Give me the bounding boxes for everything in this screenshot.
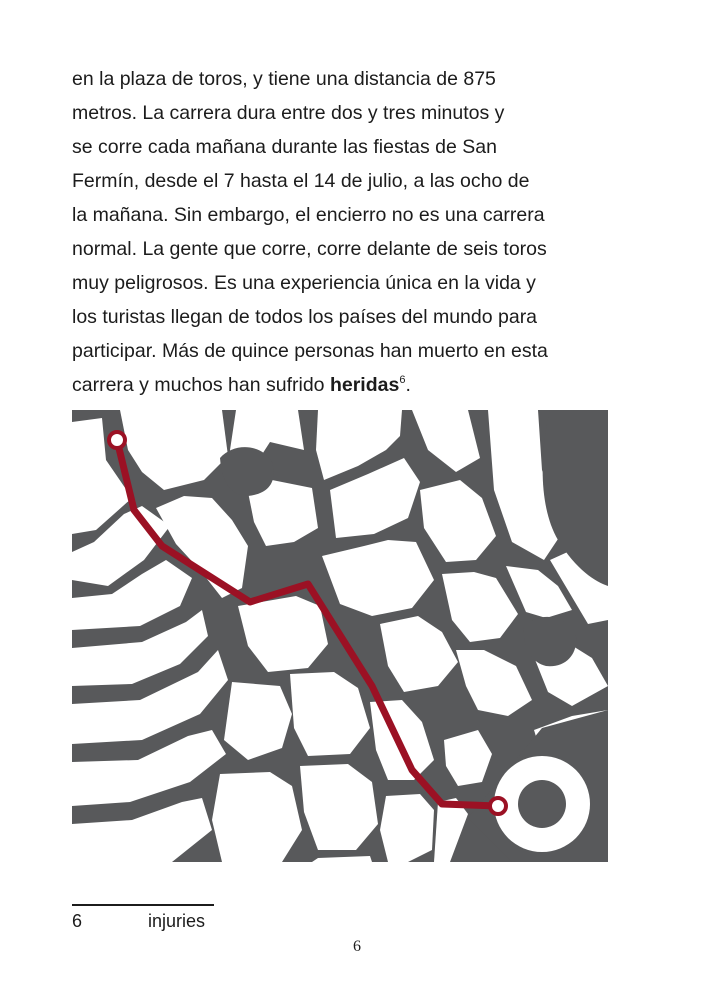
route-start-marker <box>109 432 125 448</box>
route-end-marker <box>490 798 506 814</box>
encierro-route-map <box>72 410 608 862</box>
city-block <box>380 794 434 862</box>
page-number: 6 <box>353 938 361 955</box>
text-line: muy peligrosos. Es una experiencia única en la vida y <box>72 272 536 294</box>
text-line: en la plaza de toros, y tiene una distancia de 875 <box>72 68 496 90</box>
footnote-number: 6 <box>72 911 83 931</box>
text-line: Fermín, desde el 7 hasta el 14 de julio, a las ocho de <box>72 170 530 192</box>
footnote-divider <box>72 904 214 906</box>
bullring-inner <box>518 780 566 828</box>
text-line: la mañana. Sin embargo, el encierro no es una carrera <box>72 204 545 226</box>
body-paragraph <box>72 62 632 402</box>
text-line: metros. La carrera dura entre dos y tres minutos y <box>72 102 505 124</box>
text-line-last <box>72 368 632 402</box>
glossary-word: heridas <box>329 374 400 396</box>
map-svg <box>72 410 608 862</box>
text-line: normal. La gente que corre, corre delante de seis toros <box>72 238 547 260</box>
text-line: participar. Más de quince personas han muerto en esta <box>72 340 548 362</box>
footnote-marker[interactable]: 6 <box>399 374 406 386</box>
text-line: se corre cada mañana durante las fiestas de San <box>72 136 497 158</box>
last-line-end: . <box>405 374 411 396</box>
text-line: los turistas llegan de todos los países del mundo para <box>72 306 538 328</box>
city-block <box>212 772 302 862</box>
footnote-text: injuries <box>148 911 206 931</box>
last-line-start: carrera y muchos han sufrido <box>72 374 330 396</box>
